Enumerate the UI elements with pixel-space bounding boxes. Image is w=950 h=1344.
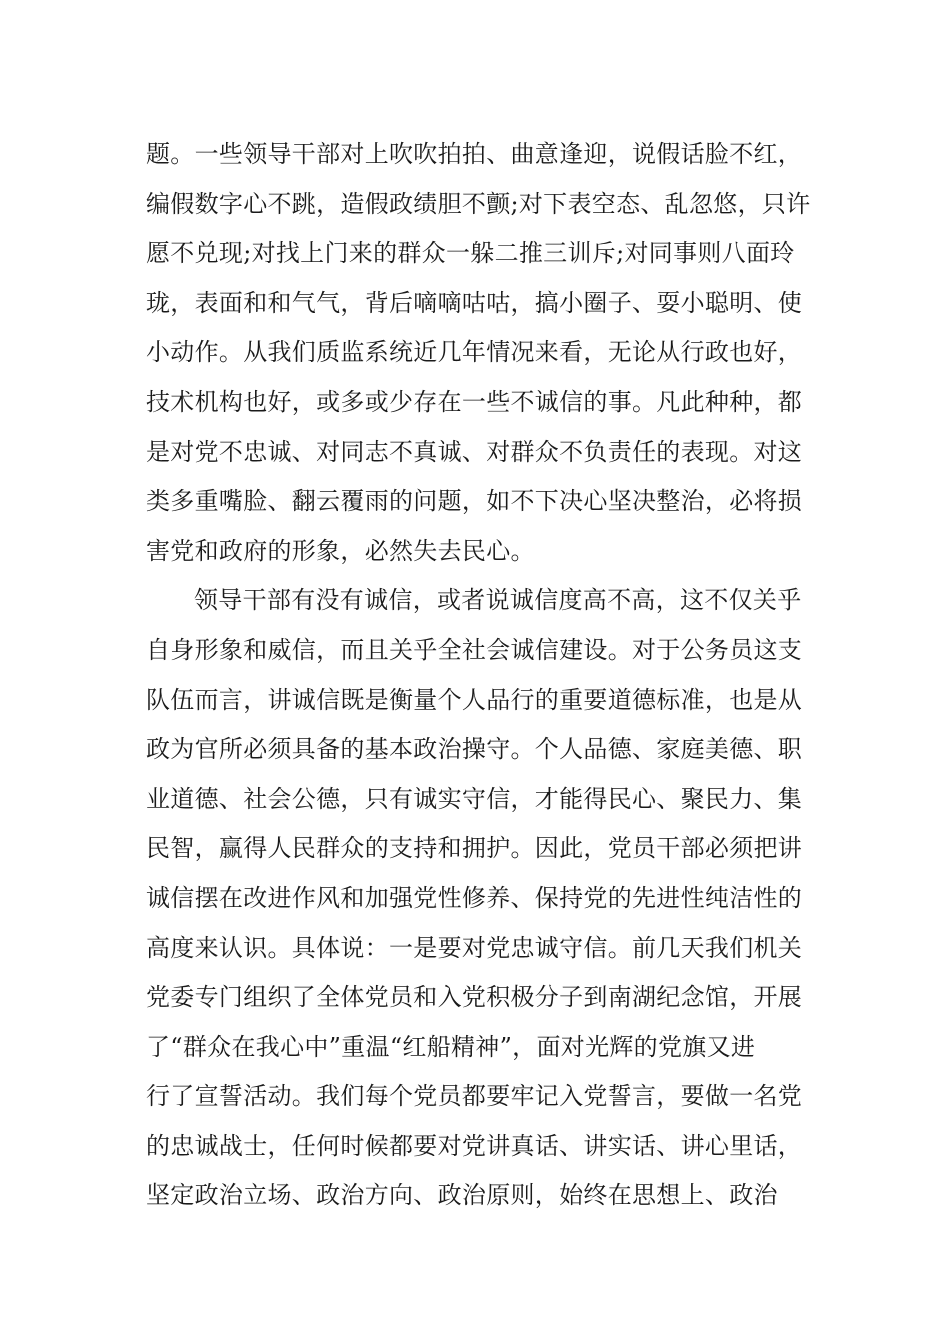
text-line: 了“群众在我心中”重温“红船精神”，面对光辉的党旗又进 — [146, 1032, 756, 1061]
text-line: 类多重嘴脸、翻云覆雨的问题，如不下决心坚决整治，必将损 — [146, 487, 803, 516]
text-line: 领导干部有没有诚信，或者说诚信度高不高，这不仅关乎 — [194, 586, 802, 615]
text-line: 诚信摆在改进作风和加强党性修养、保持党的先进性纯洁性的 — [146, 883, 803, 912]
text-line: 政为官所必须具备的基本政治操守。个人品德、家庭美德、职 — [146, 735, 803, 764]
text-line: 自身形象和威信，而且关乎全社会诚信建设。对于公务员这支 — [146, 635, 803, 664]
document-body — [146, 130, 811, 1221]
text-line: 小动作。从我们质监系统近几年情况来看，无论从行政也好， — [146, 338, 803, 367]
text-line: 愿不兑现;对找上门来的群众一躲二推三训斥;对同事则八面玲 — [146, 239, 795, 268]
text-line: 民智，赢得人民群众的支持和拥护。因此，党员干部必须把讲 — [146, 834, 803, 863]
text-line: 业道德、社会公德，只有诚实守信，才能得民心、聚民力、集 — [146, 784, 803, 813]
text-line: 害党和政府的形象，必然失去民心。 — [146, 536, 535, 565]
text-line: 高度来认识。具体说：一是要对党忠诚守信。前几天我们机关 — [146, 933, 803, 962]
text-line: 是对党不忠诚、对同志不真诚、对群众不负责任的表现。对这 — [146, 437, 803, 466]
text-line: 的忠诚战士，任何时候都要对党讲真话、讲实话、讲心里话， — [146, 1131, 803, 1160]
text-line: 珑，表面和和气气，背后嘀嘀咕咕，搞小圈子、耍小聪明、使 — [146, 288, 803, 317]
text-line: 队伍而言，讲诚信既是衡量个人品行的重要道德标准，也是从 — [146, 685, 803, 714]
text-line: 坚定政治立场、政治方向、政治原则，始终在思想上、政治 — [146, 1181, 778, 1210]
text-line: 题。一些领导干部对上吹吹拍拍、曲意逢迎，说假话脸不红， — [146, 140, 803, 168]
text-line: 编假数字心不跳，造假政绩胆不颤;对下表空态、乱忽悠，只许 — [146, 189, 811, 218]
text-line: 党委专门组织了全体党员和入党积极分子到南湖纪念馆，开展 — [146, 983, 803, 1012]
text-line: 技术机构也好，或多或少存在一些不诚信的事。凡此种种，都 — [146, 387, 803, 416]
text-line: 行了宣誓活动。我们每个党员都要牢记入党誓言，要做一名党 — [146, 1082, 803, 1111]
